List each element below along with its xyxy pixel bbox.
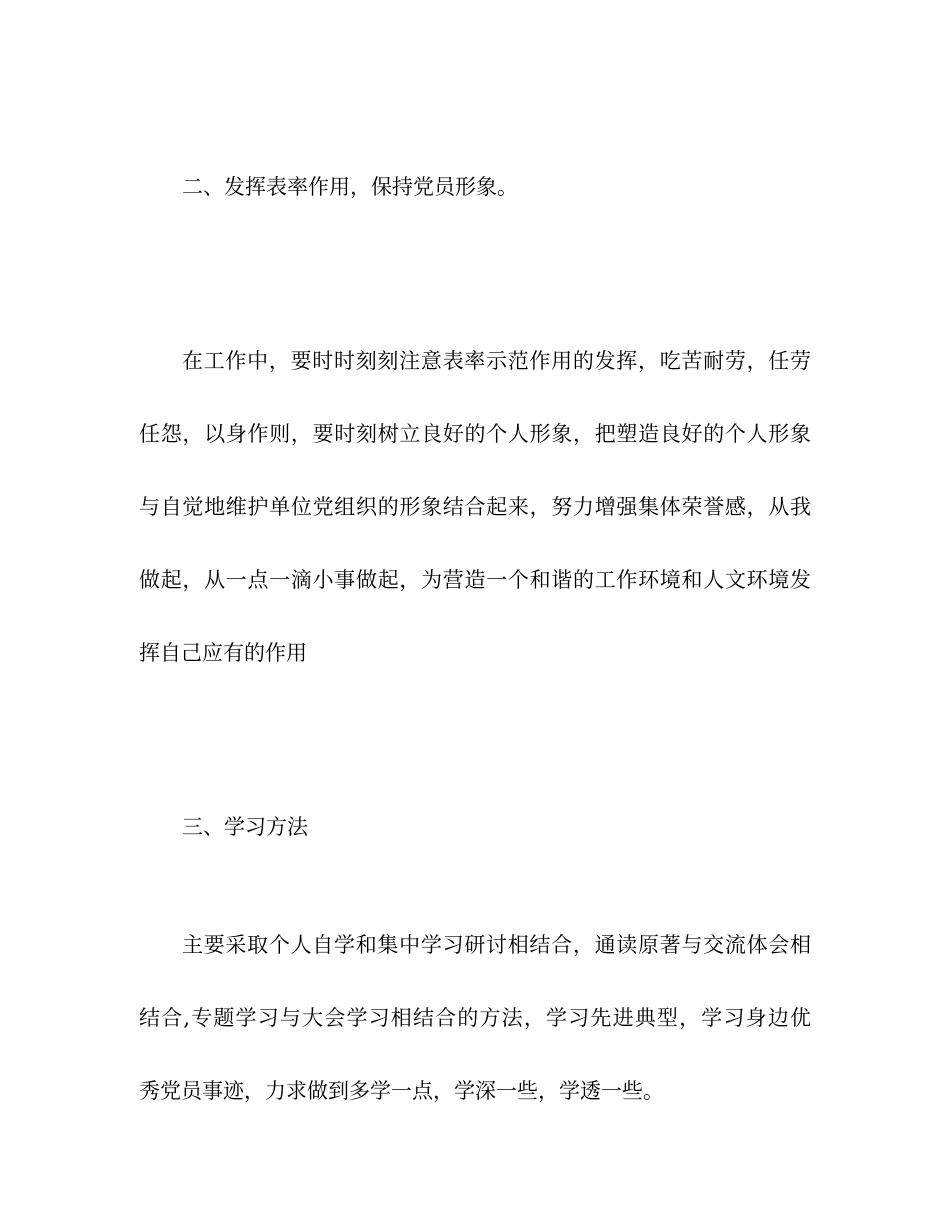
paragraph-line: 在工作中，要时时刻刻注意表率示范作用的发挥，吃苦耐劳，任劳 bbox=[182, 349, 811, 373]
section-heading-3: 三、学习方法 bbox=[182, 815, 308, 839]
paragraph-line: 主要采取个人自学和集中学习研讨相结合，通读原著与交流体会相 bbox=[182, 933, 811, 957]
paragraph-line: 挥自己应有的作用 bbox=[139, 641, 307, 665]
section-heading-2: 二、发挥表率作用，保持党员形象。 bbox=[182, 175, 518, 199]
paragraph-line: 与自觉地维护单位党组织的形象结合起来，努力增强集体荣誉感，从我 bbox=[139, 495, 811, 519]
paragraph-line: 做起，从一点一滴小事做起，为营造一个和谐的工作环境和人文环境发 bbox=[139, 568, 811, 592]
paragraph-line: 秀党员事迹，力求做到多学一点，学深一些，学透一些。 bbox=[139, 1079, 664, 1103]
paragraph-line: 结合,专题学习与大会学习相结合的方法，学习先进典型，学习身边优 bbox=[139, 1006, 811, 1030]
paragraph-line: 任怨，以身作则，要时刻树立良好的个人形象，把塑造良好的个人形象 bbox=[139, 422, 811, 446]
